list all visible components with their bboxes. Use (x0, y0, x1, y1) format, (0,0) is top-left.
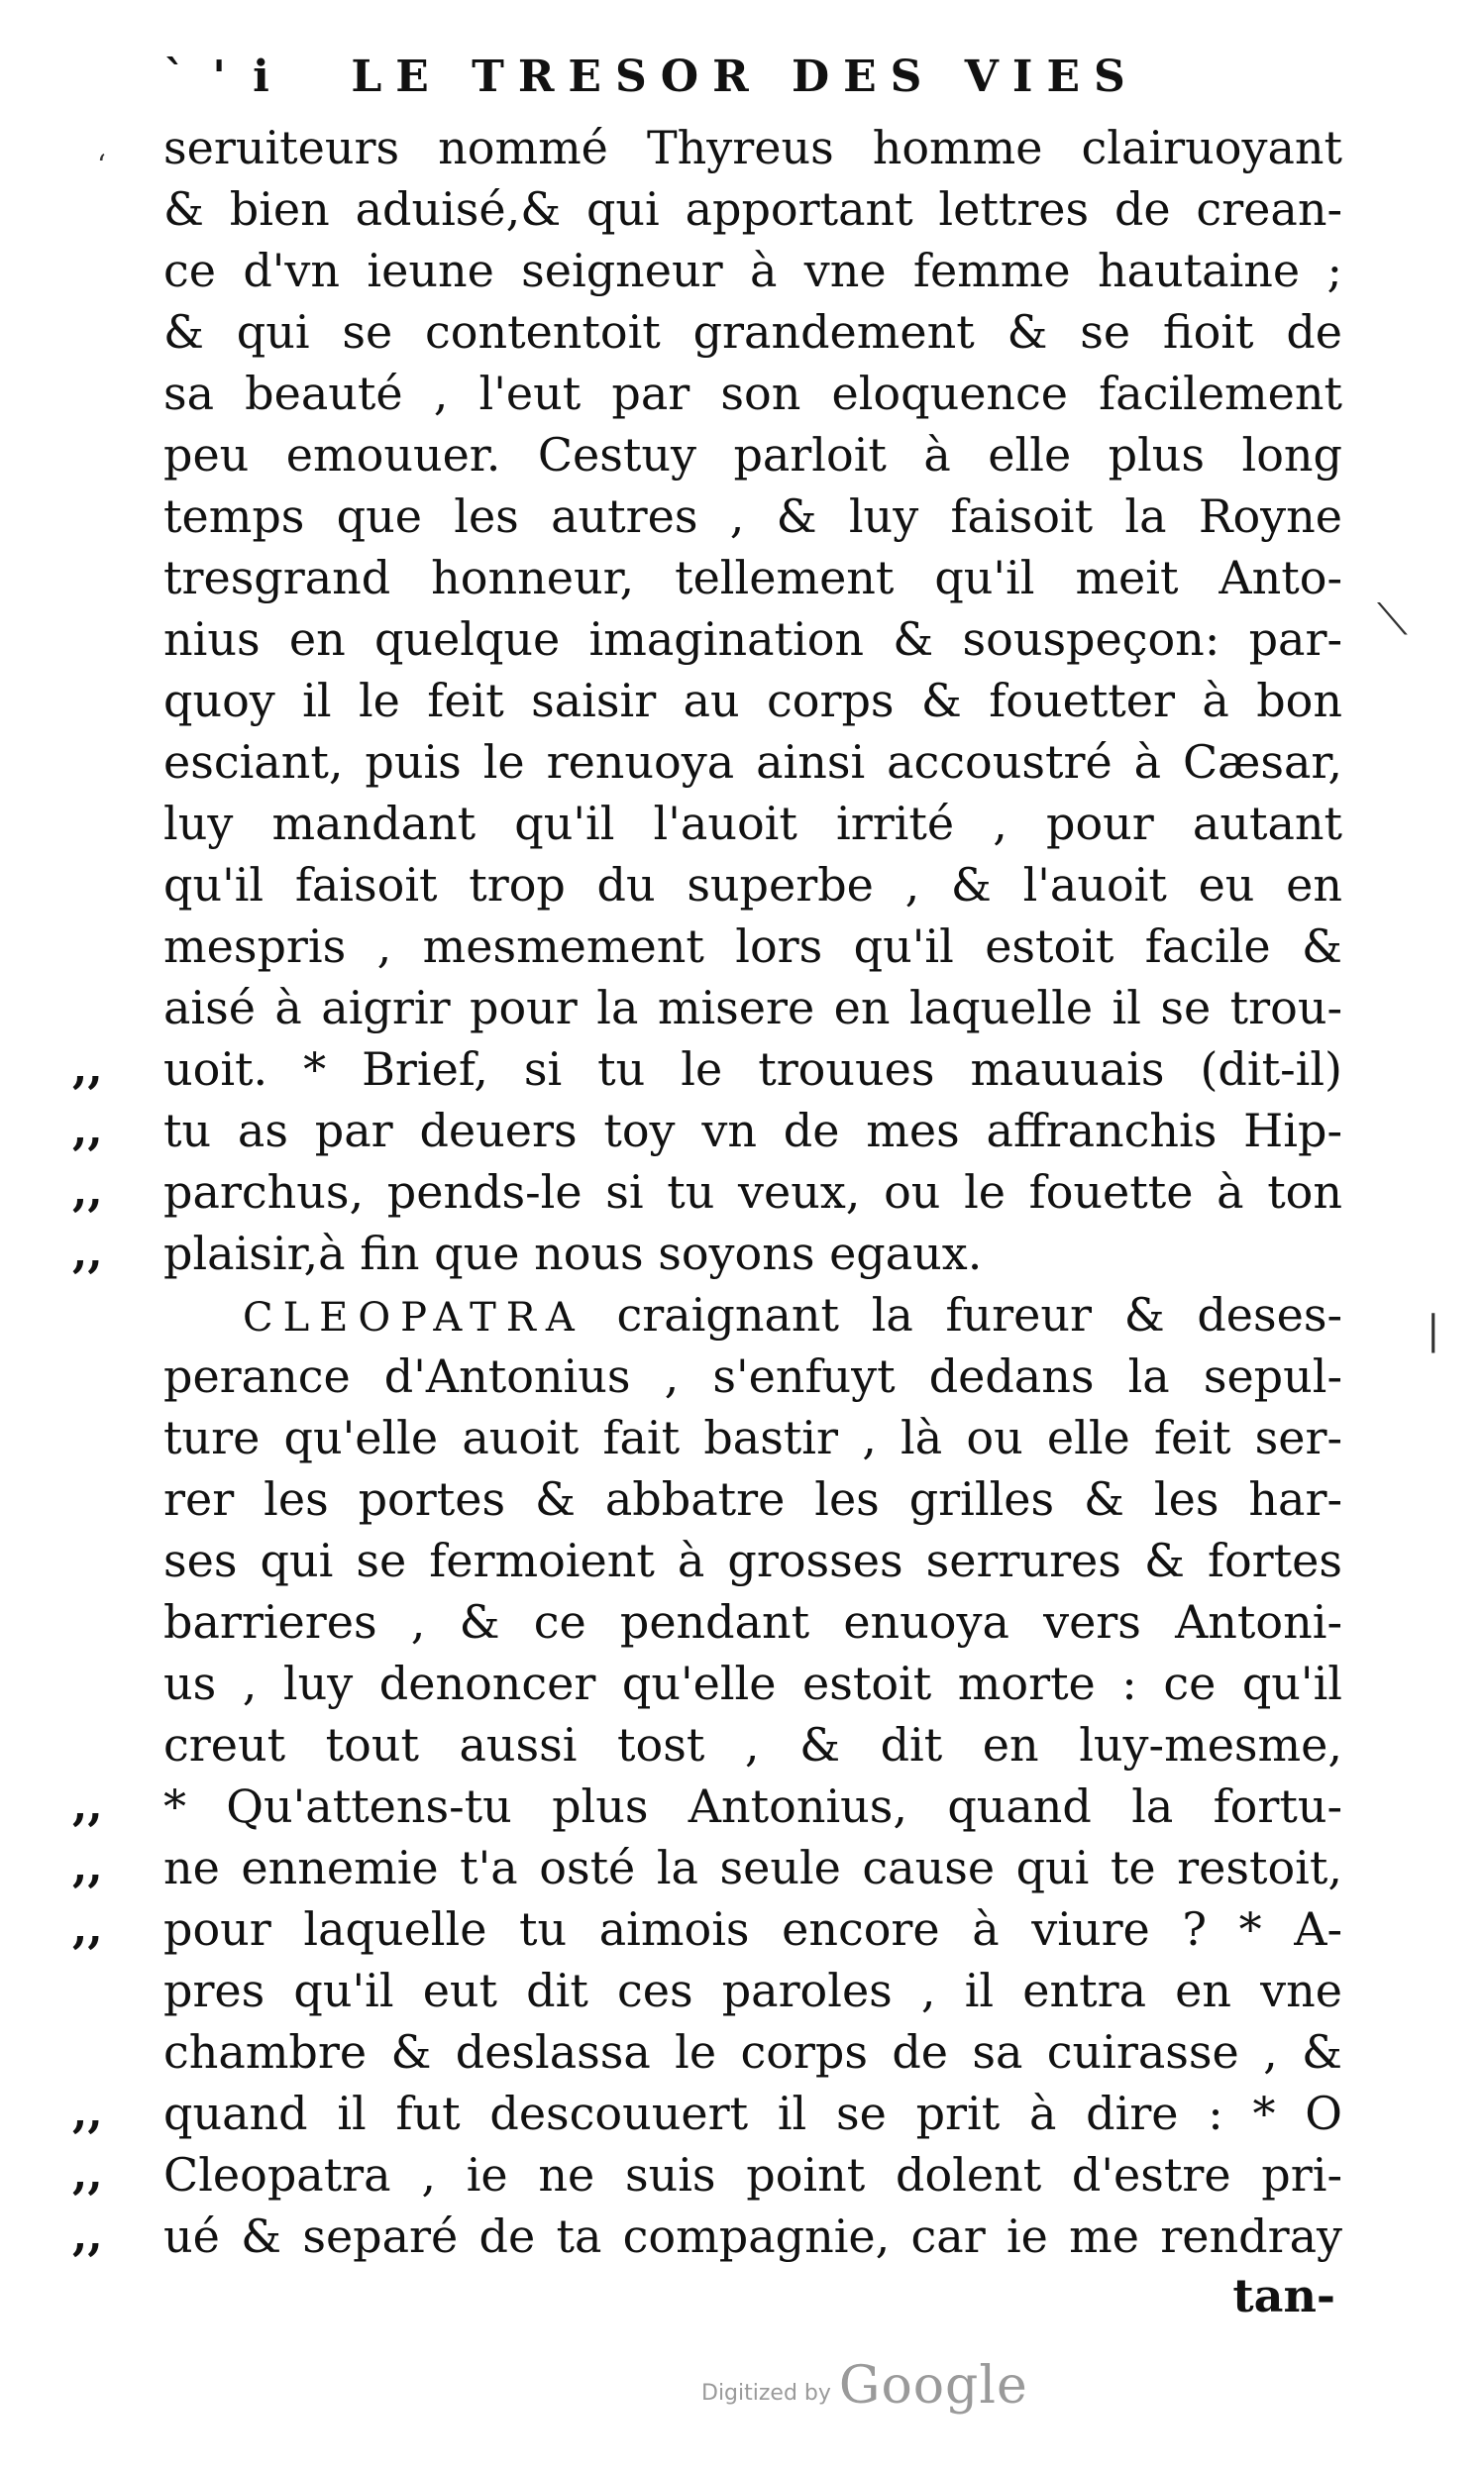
text-line (163, 977, 1342, 1038)
text-line (72, 1161, 1342, 1223)
line-text: * Qu'attens-tu plus Antonius, quand la fortu- (163, 1779, 1342, 1833)
watermark-brand: Google (838, 2356, 1028, 2416)
text-line (163, 363, 1342, 424)
line-text: tresgrand honneur, tellement qu'il meit Anto- (163, 551, 1342, 604)
quotation-marginal-mark: ,, (72, 1780, 103, 1831)
text-line (163, 301, 1342, 363)
line-text: quand il fut descouuert il se prit à dire : * O (163, 2087, 1342, 2140)
watermark-prefix: Digitized by (701, 2381, 831, 2406)
running-title: LE TRESOR DES VIES (351, 52, 1139, 102)
line-text: ture qu'elle auoit fait bastir , là ou elle feit ser- (163, 1411, 1342, 1464)
quotation-marginal-mark: ,, (72, 1105, 103, 1155)
line-text: barrieres , & ce pendant enuoya vers Antoni- (163, 1595, 1342, 1649)
line-text: ne ennemie t'a osté la seule cause qui te restoit, (163, 1841, 1342, 1894)
line-text: plaisir,à fin que nous soyons egaux. (163, 1227, 983, 1280)
text-line (163, 1346, 1342, 1407)
line-text: peu emouuer. Cestuy parloit à elle plus long (163, 428, 1342, 482)
line-text: esciant, puis le renuoya ainsi accoustré à Cæsar, (163, 735, 1342, 789)
line-text: seruiteurs nommé Thyreus homme clairuoyant (163, 121, 1342, 174)
text-line (163, 915, 1342, 977)
body-text (72, 117, 1342, 2267)
text-line (72, 1776, 1342, 1837)
quotation-marginal-mark: ,, (72, 2210, 103, 2261)
line-text: sa beauté , l'eut par son eloquence facilement (163, 367, 1342, 420)
line-text: rer les portes & abbatre les grilles & les har- (163, 1472, 1342, 1526)
text-line (72, 2083, 1342, 2144)
line-text: us , luy denoncer qu'elle estoit morte : ce qu'il (163, 1657, 1342, 1710)
text-line (163, 1714, 1342, 1776)
text-line (163, 1960, 1342, 2021)
line-text: parchus, pends-le si tu veux, ou le fouette à ton (163, 1165, 1342, 1219)
quotation-marginal-mark: ,, (72, 2088, 103, 2138)
text-line (163, 117, 1342, 178)
line-text: luy mandant qu'il l'auoit irrité , pour autant (163, 797, 1342, 850)
line-text: ses qui se fermoient à grosses serrures & fortes (163, 1534, 1342, 1587)
margin-speck: ‘ (97, 149, 106, 181)
quotation-marginal-mark: ,, (72, 1166, 103, 1217)
text-line (72, 2206, 1342, 2267)
margin-stroke: | (1427, 1308, 1440, 1353)
text-line (72, 1837, 1342, 1898)
text-line (72, 1898, 1342, 1960)
quotation-marginal-mark: ,, (72, 2149, 103, 2200)
text-line (163, 1530, 1342, 1591)
text-line (163, 608, 1342, 670)
line-text: temps que les autres , & luy faisoit la Royne (163, 489, 1342, 543)
line-text: craignant la fureur & deses- (583, 1288, 1342, 1342)
text-line (163, 854, 1342, 915)
quotation-marginal-mark: ,, (72, 1842, 103, 1892)
text-line (163, 1468, 1342, 1530)
text-line (163, 424, 1342, 485)
text-line (163, 2021, 1342, 2083)
text-line (163, 1653, 1342, 1714)
text-line (163, 1407, 1342, 1468)
line-text: mespris , mesmement lors qu'il estoit facile & (163, 919, 1342, 973)
text-line (163, 178, 1342, 240)
margin-stroke: ⟍ (1377, 594, 1408, 645)
line-text: quoy il le feit saisir au corps & fouetter à bon (163, 674, 1342, 727)
line-text: creut tout aussi tost , & dit en luy-mesme, (163, 1718, 1342, 1772)
text-line (72, 2144, 1342, 2206)
line-text: tu as par deuers toy vn de mes affranchis Hip- (163, 1104, 1342, 1157)
text-line (163, 1591, 1342, 1653)
text-line (163, 731, 1342, 793)
small-caps-name: CLEOPATRA (243, 1295, 584, 1341)
text-line (163, 240, 1342, 301)
text-line (72, 1100, 1342, 1161)
line-text: aisé à aigrir pour la misere en laquelle il se trou- (163, 981, 1342, 1034)
text-line (163, 485, 1342, 547)
line-text: chambre & deslassa le corps de sa cuirasse , & (163, 2025, 1342, 2079)
line-text: pour laquelle tu aimois encore à viure ? * A- (163, 1902, 1342, 1956)
line-text: qu'il faisoit trop du superbe , & l'auoit eu en (163, 858, 1342, 912)
line-text: pres qu'il eut dit ces paroles , il entra en vne (163, 1964, 1342, 2017)
text-line (163, 793, 1342, 854)
line-text: ce d'vn ieune seigneur à vne femme hautaine ; (163, 244, 1342, 297)
line-text: & qui se contentoit grandement & se fioit de (163, 305, 1342, 359)
text-line (163, 670, 1342, 731)
quotation-marginal-mark: ,, (72, 1043, 103, 1094)
line-text: perance d'Antonius , s'enfuyt dedans la sepul- (163, 1349, 1342, 1403)
line-text: nius en quelque imagination & souspeçon: par- (163, 612, 1342, 666)
line-text: uoit. * Brief, si tu le trouues mauuais (dit-il) (163, 1042, 1342, 1096)
text-line (72, 1038, 1342, 1100)
running-header (163, 52, 1352, 111)
text-line (163, 1284, 1342, 1346)
text-line (72, 1223, 1342, 1284)
quotation-marginal-mark: ,, (72, 1228, 103, 1278)
digitized-by-google-watermark (701, 2346, 1028, 2416)
page-folio: ` ' i (163, 52, 275, 102)
line-text: ué & separé de ta compagnie, car ie me rendray (163, 2209, 1342, 2263)
line-text: & bien aduisé,& qui apportant lettres de crean- (163, 182, 1342, 236)
quotation-marginal-mark: ,, (72, 1903, 103, 1954)
catchword: tan- (1232, 2269, 1335, 2322)
line-text: Cleopatra , ie ne suis point dolent d'estre pri- (163, 2148, 1342, 2202)
text-line (163, 547, 1342, 608)
